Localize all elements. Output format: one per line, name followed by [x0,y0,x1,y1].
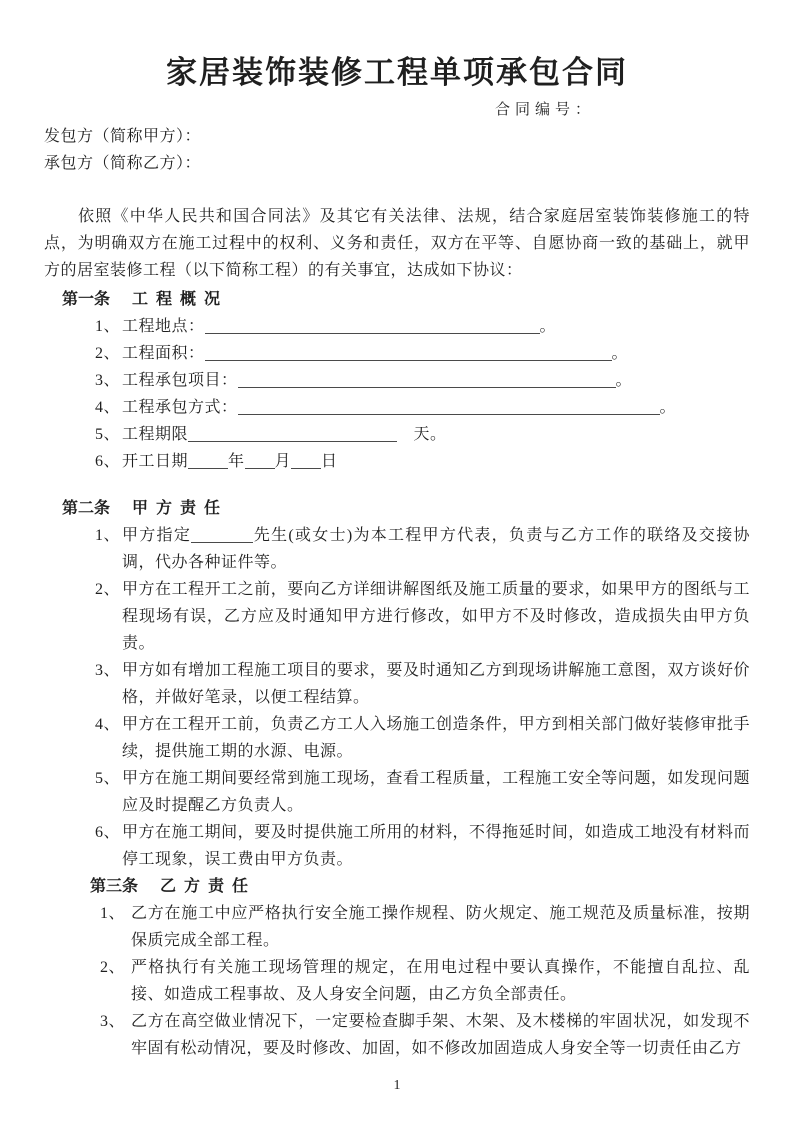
preamble-paragraph: 依照《中华人民共和国合同法》及其它有关法律、法规，结合家庭居室装饰装修施工的特点，为明确双方在施工过程中的权利、义务和责任，双方在平等、自愿协商一致的基础上，就甲方的居室装修工程（以下简称工程）的有关事宜，达成如下协议： [44,208,750,279]
clause-text: 严格执行有关施工现场管理的规定，在用电过程中要认真操作，不能擅自乱拉、乱接、如造成工程事故、及人身安全问题，由乙方负全部责任。 [131,959,750,1003]
clause-text: 。 [659,399,677,416]
clause-body [122,819,750,873]
section-heading-title: 乙方责任 [160,878,257,895]
clause-body [122,448,750,475]
clause-number: 2、 [95,581,121,598]
fill-in-blank [188,427,397,442]
section-heading-number: 第二条 [62,500,111,517]
clause-number: 3、 [95,372,121,389]
clause-number: 5、 [95,770,121,787]
clause-text: 工程承包项目： [122,372,238,389]
clause-body [122,340,750,367]
clause-body [122,367,750,394]
fill-in-blank [188,454,228,469]
clause-text: 工程期限 [122,426,189,443]
party-b-line: 承包方（简称乙方）： [44,155,202,172]
clause-item-2-6 [44,819,750,873]
page-number: 1 [393,1078,401,1093]
section-heading [62,286,750,313]
clause-text: 开工日期 [122,453,189,470]
clause-item-1-1 [44,313,750,340]
clause-item-3-3 [44,1008,750,1062]
clause-number: 3、 [95,662,121,679]
section-heading [90,873,750,900]
fill-in-blank [238,400,660,415]
clause-body [131,900,750,954]
sections [44,286,750,1062]
clause-item-2-2 [44,576,750,657]
section-heading-number: 第三条 [90,878,139,895]
section-heading-number: 第一条 [62,291,111,308]
clause-body [122,522,750,576]
clause-body [122,421,750,448]
clause-number: 6、 [95,824,121,841]
fill-in-blank [205,346,612,361]
clause-number: 3、 [100,1013,126,1030]
clause-item-1-5 [44,421,750,448]
clause-text: 年 [228,453,245,470]
clause-number: 4、 [95,399,121,416]
clause-item-1-3 [44,367,750,394]
clause-number: 2、 [100,959,126,976]
clause-body [122,711,750,765]
clause-item-1-6 [44,448,750,475]
clause-body [131,954,750,1008]
section-heading-title: 工程概况 [132,291,229,308]
clause-body [131,1008,750,1062]
clause-text: 甲方在工程开工前，负责乙方工人入场施工创造条件，甲方到相关部门做好装修审批手续，提供施工期的水源、电源。 [122,716,750,760]
clause-item-3-1 [44,900,750,954]
clause-item-2-5 [44,765,750,819]
clause-text: 工程地点： [122,318,205,335]
clause-number: 1、 [95,527,121,544]
clause-text: 乙方在高空做业情况下，一定要检查脚手架、木架、及木楼梯的牢固状况，如发现不牢固有松动情况，要及时修改、加固，如不修改加固造成人身安全等一切责任由乙方 [131,1013,750,1057]
fill-in-blank [238,373,616,388]
section-3 [44,873,750,1062]
clause-number: 1、 [100,905,126,922]
fill-in-blank [205,319,540,334]
clause-text: 。 [611,345,629,362]
clause-text: 甲方如有增加工程施工项目的要求，要及时通知乙方到现场讲解施工意图，双方谈好价格，并做好笔录，以便工程结算。 [122,662,750,706]
fill-in-blank [245,454,275,469]
clause-body [122,394,750,421]
clause-item-3-2 [44,954,750,1008]
clause-text: 日 [321,453,338,470]
clause-item-2-3 [44,657,750,711]
section-heading [62,495,750,522]
fill-in-blank [291,454,321,469]
section-2 [44,495,750,873]
clause-item-1-2 [44,340,750,367]
clause-body [122,657,750,711]
clause-text: 甲方指定 [122,527,192,544]
clause-number: 6、 [95,453,121,470]
clause-body [122,765,750,819]
clause-text: 工程承包方式： [122,399,238,416]
page-title: 家居装饰装修工程单项承包合同 [166,55,628,90]
clause-body [122,576,750,657]
section-heading-title: 甲方责任 [132,500,229,517]
clause-text: 甲方在施工期间要经常到施工现场，查看工程质量，工程施工安全等问题，如发现问题应及时提醒乙方负责人。 [122,770,750,814]
party-block [44,123,750,177]
contract-number-label: 合同编号： [495,102,596,118]
clause-text: 乙方在施工中应严格执行安全施工操作规程、防火规定、施工规范及质量标准，按期保质完成全部工程。 [131,905,750,949]
section-1 [44,286,750,475]
clause-body [122,313,750,340]
clause-text: 月 [274,453,292,470]
clause-item-2-1 [44,522,750,576]
party-a-line: 发包方（简称甲方）： [44,128,202,145]
clause-text: 。 [615,372,633,389]
clause-number: 5、 [95,426,121,443]
clause-text: 甲方在施工期间，要及时提供施工所用的材料，不得拖延时间，如造成工地没有材料而停工现象，误工费由甲方负责。 [122,824,750,868]
clause-item-2-4 [44,711,750,765]
clause-number: 2、 [95,345,121,362]
clause-item-1-4 [44,394,750,421]
clause-number: 1、 [95,318,121,335]
clause-text: 先生(或女士)为本工程甲方代表，负责与乙方工作的联络及交接协调，代办各种证件等。 [122,527,750,571]
fill-in-blank [191,528,253,543]
clause-text: 甲方在工程开工之前，要向乙方详细讲解图纸及施工质量的要求，如果甲方的图纸与工程现场有误，乙方应及时通知甲方进行修改，如甲方不及时修改，造成损失由甲方负责。 [122,581,750,652]
clause-text: 。 [539,318,557,335]
clause-text: 工程面积： [122,345,205,362]
clause-number: 4、 [95,716,121,733]
clause-text: 天。 [397,426,447,443]
